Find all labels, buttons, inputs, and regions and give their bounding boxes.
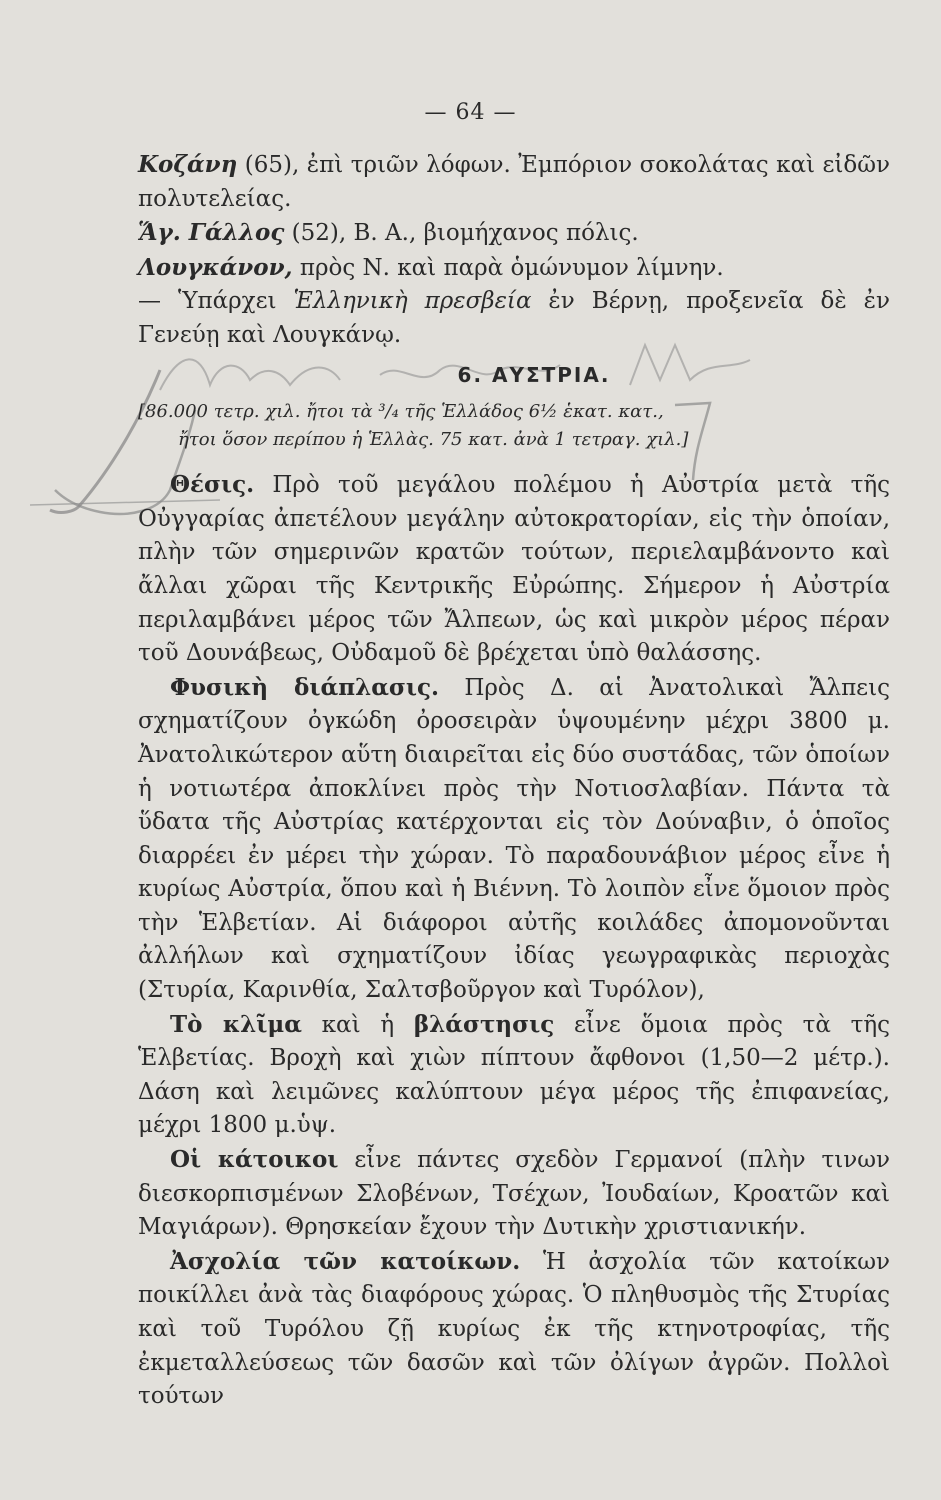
entry-embassy <box>138 285 890 352</box>
entry-text: (65), ἐπὶ τριῶν λόφων. Ἐμπόριον σοκολάτας καὶ εἰδῶν πολυτελείας. <box>138 152 890 212</box>
embassy-italic: Ἑλληνικὴ πρεσβεία <box>293 288 532 315</box>
place-name: Κοζάνη <box>138 151 238 178</box>
paragraph-heading: Ἀσχολία τῶν κατοίκων. <box>170 1247 521 1275</box>
paragraph-text: Ἡ ἀσχολία τῶν κατοίκων ποικίλλει ἀνὰ τὰς διαφόρους χώρας. Ὁ πληθυσμὸς τῆς Στυρίας καὶ τοῦ Τυρόλου ζῇ κυρίως ἐκ τῆς κτηνοτροφίας, τῆς ἐκμεταλλεύσεως τῶν δασῶν καὶ τῶν ὀλίγων ἀγρῶν. Πολλοὶ τούτων <box>138 1248 890 1410</box>
page-body <box>138 148 890 1414</box>
paragraph-occupation <box>138 1245 890 1414</box>
paragraph-climate <box>138 1008 890 1143</box>
place-name: Λουγκάνον, <box>138 253 293 281</box>
section-heading: 6. ΑΥΣΤΡΙΑ. <box>457 362 611 387</box>
entry-text: — Ὑπάρχει <box>138 288 294 315</box>
paragraph-text: Πρὸ τοῦ μεγάλου πολέμου ἡ Αὐστρία μετὰ τῆς Οὐγγαρίας ἀπετέλουν μεγάλην αὐτοκρατορίαν, εἰς τὴν ὁποίαν, πλὴν τῶν σημερινῶν κρατῶν τούτων, περιελαμβάνοντο καὶ ἄλλαι χῶραι τῆς Κεντρικῆς Εὐρώπης. Σήμερον ἡ Αὐστρία περιλαμβάνει μέρος τῶν Ἄλπεων, ὡς καὶ μικρὸν μέρος πέραν τοῦ Δουνάβεως, Οὐδαμοῦ δὲ βρέχεται ὑπὸ θαλάσσης. <box>138 472 890 667</box>
paragraph-physical <box>138 671 890 1008</box>
paragraph-heading: Οἱ κάτοικοι <box>170 1146 339 1174</box>
paragraph-heading: βλάστησις <box>413 1010 555 1038</box>
section-statistics <box>138 398 890 454</box>
place-name: Ἅγ. Γάλλος <box>138 219 285 247</box>
entry-lugano <box>138 251 890 286</box>
paragraph-heading: Φυσικὴ διάπλασις. <box>170 673 439 701</box>
paragraph-text: καὶ ἡ <box>301 1011 414 1038</box>
statistics-line-2: ἤτοι ὅσον περίπου ἡ Ἑλλὰς. 75 κατ. ἀνὰ 1 τετραγ. χιλ.] <box>178 429 689 451</box>
page-number: — 64 — <box>424 100 517 125</box>
entry-gallos <box>138 216 890 251</box>
entry-text: ἐν Βέρνῃ, προξενεῖα δὲ ἐν Γενεύῃ καὶ Λουγκάνῳ. <box>138 288 890 348</box>
paragraph-position <box>138 468 890 671</box>
paragraph-heading: Τὸ κλῖμα <box>170 1010 302 1038</box>
paragraph-text: εἶνε πάντες σχεδὸν Γερμανοί (πλὴν τινων διεσκορπισμένων Σλοβένων, Τσέχων, Ἰουδαίων, Κροατῶν καὶ Μαγιάρων). Θρησκείαν ἔχουν τὴν Δυτικὴν χριστιανικήν. <box>138 1147 890 1241</box>
paragraph-inhabitants <box>138 1143 890 1245</box>
statistics-line-1: [86.000 τετρ. χιλ. ἤτοι τὰ ³/₄ τῆς Ἑλλάδος 6½ ἑκατ. κατ., <box>138 401 664 423</box>
paragraph-text: εἶνε ὅμοια πρὸς τὰ τῆς Ἑλβετίας. Βροχὴ καὶ χιὼν πίπτουν ἄφθονοι (1,50—2 μέτρ.). Δάση καὶ λειμῶνες καλύπτουν μέγα μέρος τῆς ἐπιφανείας, μέχρι 1800 μ.ὑψ. <box>138 1011 891 1139</box>
entry-text: πρὸς Ν. καὶ παρὰ ὁμώνυμον λίμνην. <box>292 254 724 281</box>
entry-kozani <box>138 148 890 216</box>
paragraph-heading: Θέσις. <box>170 471 255 499</box>
paragraph-text: Πρὸς Δ. αἱ Ἀνατολικαὶ Ἄλπεις σχηματίζουν ὀγκώδη ὀροσειρὰν ὑψουμένην μέχρι 3800 μ. Ἀνατολικώτερον αὕτη διαιρεῖται εἰς δύο συστάδας, τῶν ὁποίων ἡ νοτιωτέρα ἀποκλίνει πρὸς τὴν Νοτιοσλαβίαν. Πάντα τὰ ὕδατα τῆς Αὐστρίας κατέρχονται εἰς τὸν Δούναβιν, ὁ ὁποῖος διαρρέει ἐν μέρει τὴν χώραν. Τὸ παραδουνάβιον μέρος εἶνε ἡ κυρίως Αὐστρία, ὅπου καὶ ἡ Βιέννη. Τὸ λοιπὸν εἶνε ὅμοιον πρὸς τὴν Ἑλβετίαν. Αἱ διάφοροι αὐτῆς κοιλάδες ἀπομονοῦνται ἀλλήλων καὶ σχηματίζουν ἰδίας γεωγραφικὰς περιοχὰς (Στυρία, Καρινθία, Σαλτσβοῦργον καὶ Τυρόλον), <box>138 674 891 1004</box>
entry-text: (52), Β. Α., βιομήχανος πόλις. <box>284 220 639 247</box>
